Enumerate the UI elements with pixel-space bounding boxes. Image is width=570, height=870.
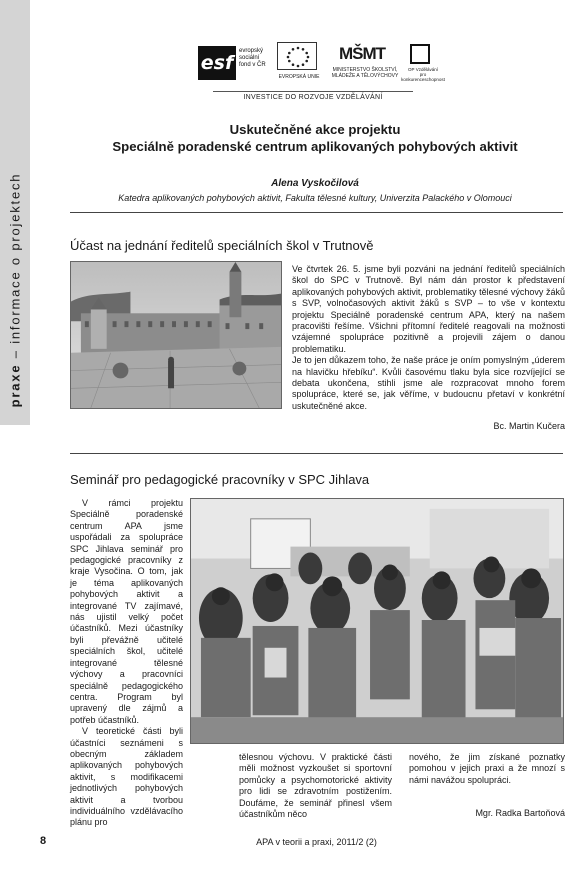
divider: [70, 453, 563, 454]
esf-logo-text: evropský sociální fond v ČR: [239, 48, 266, 68]
section1-paragraph1: Ve čtvrtek 26. 5. jsme byli pozváni na jednání ředitelů speciálních škol do SPC v Trutnově. Byl nám dán prostor k představení aplikovaných pohybových aktivit, problematiky tělesné výchovy žáků s SVP, volnočasových aktivit žáků s SVP – to vše v kontextu projektu Speciálně poradenské centrum APA, který na našem pracovišti řešíme. Všichni přítomní ředitelé reagovali na možnosti vzájemné spolupráce pozitivně a projevili zájem o danou problematiku.: [292, 264, 565, 354]
eu-flag-logo: [274, 40, 322, 88]
trutnov-square-photo: [70, 261, 282, 409]
section1-text: [292, 264, 565, 412]
op-vk-logo: [402, 40, 444, 88]
msmt-logo: [331, 40, 399, 88]
section2-signature: Mgr. Radka Bartoňová: [475, 808, 565, 818]
page-number: 8: [40, 835, 47, 847]
article-author: Alena Vyskočilová: [271, 178, 359, 189]
esf-logo-mark: esf: [198, 46, 236, 80]
article-title-line1: Uskutečněné akce projektu: [229, 122, 401, 137]
sidebar-subtitle: informace o projektech: [7, 172, 23, 344]
op-vk-logo-text: OP Vzdělávání pro konkurenceschopnost: [401, 67, 445, 82]
sidebar-dash: –: [7, 343, 23, 364]
section1-heading: Účast na jednání ředitelů speciálních škol v Trutnově: [70, 238, 374, 253]
section1-signature: Bc. Martin Kučera: [493, 421, 565, 431]
sidebar-section: praxe: [7, 363, 23, 408]
eu-logo-text: EVROPSKÁ UNIE: [278, 74, 320, 80]
op-vk-logo-mark: [410, 44, 430, 64]
section2-right-column: nového, že jim získané poznatky pomohou v jejich praxi a že mnozí s námi navážou spolupráci.: [409, 752, 565, 785]
section2-middle-column: tělesnou výchovu. V praktické části měli možnost vyzkoušet si sportovní pomůcky a psychomotorické aktivity pro lidi se zdravotním postižením. Doufáme, že seminář přinesl všem účastníkům něco: [239, 752, 392, 820]
journal-footer: APA v teorii a praxi, 2011/2 (2): [256, 837, 377, 847]
eu-flag-icon: [277, 42, 317, 70]
section2-paragraph2: V teoretické části byli účastníci seznámeni s obecným základem aplikovaných pohybových aktivit, s modifikacemi jednotlivých pohybových aktivit a tvorbou individuálního vzdělávacího plánu pro: [70, 726, 183, 828]
section1-paragraph2: Je to jen důkazem toho, že naše práce je oním pomyslným „úderem na hlavičku hřebíku“. Kvůli časovému tlaku byla sice rozvíjející se debata ukončena, stihli jsme ale rozpracovat mnoho forem spolupráce, které se, jak věříme, v budoucnu přetaví v konkrétní uskutečněné akce.: [292, 355, 565, 411]
section2-left-column: [70, 498, 183, 829]
investice-tagline: INVESTICE DO ROZVOJE VZDĚLÁVÁNÍ: [213, 91, 413, 101]
esf-logo: [198, 40, 272, 88]
article-affiliation: Katedra aplikovaných pohybových aktivit, Fakulta tělesné kultury, Univerzita Palackého v Olomouci: [118, 193, 512, 203]
seminar-photo: [190, 498, 564, 744]
section2-heading: Seminář pro pedagogické pracovníky v SPC Jihlava: [70, 472, 370, 487]
sidebar-label: [8, 173, 23, 408]
section2-paragraph1: V rámci projektu Speciálně poradenské centrum APA jsme uspořádali za spolupráce SPC Jihlava seminář pro pedagogické pracovníky z kraje Vysočina. O tom, jak je téma aplikovaných pohybových aktivit a integrované TV zajímavé, nás ujistil velký počet účastníků. Mezi účastníky byli převážně učitelé speciálních škol, učitelé integrované tělesné výchovy a pracovníci speciálně pedagogického centra. Program byl upravený dle zájmů a potřeb účastníků.: [70, 498, 183, 725]
msmt-logo-mark: MŠMT: [339, 44, 386, 63]
funding-logos: [198, 40, 445, 90]
divider: [70, 212, 563, 213]
section-sidebar: [0, 0, 30, 425]
article-title: [70, 121, 560, 155]
msmt-logo-text: MINISTERSTVO ŠKOLSTVÍ, MLÁDEŽE A TĚLOVÝCHOVY: [331, 67, 399, 79]
article-title-line2: Speciálně poradenské centrum aplikovaných pohybových aktivit: [112, 139, 518, 154]
